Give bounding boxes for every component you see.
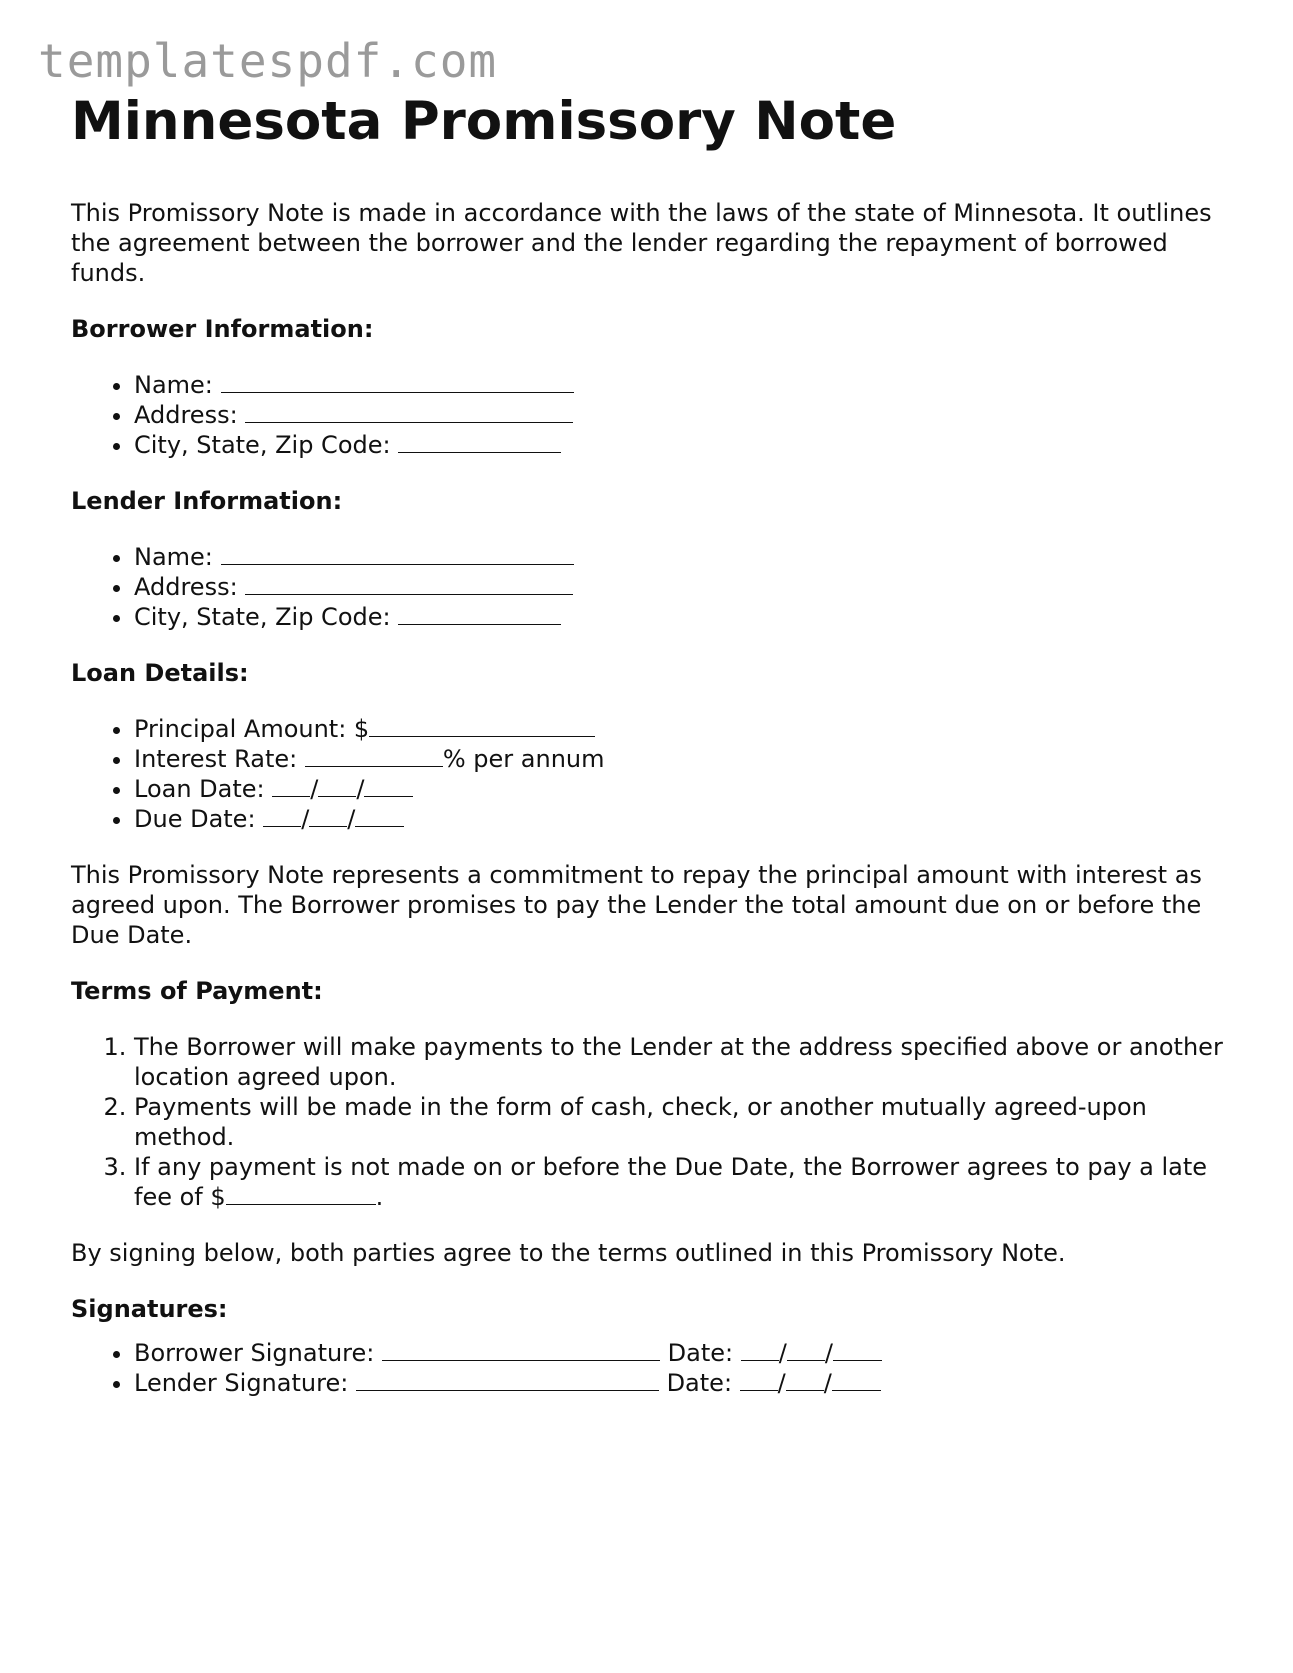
lender-signature-date-label: Date: [666,1369,733,1397]
borrower-signature-field[interactable] [382,1338,660,1361]
date-separator: / [824,1339,833,1367]
loan-date-month-field[interactable] [272,774,310,797]
terms-item-1: 1. The Borrower will make payments to the Lender at the address specified above or another location agreed upon. [134,1032,1231,1092]
intro-paragraph: This Promissory Note is made in accordance with the laws of the state of Minnesota. It outlines the agreement between the borrower and the lender regarding the repayment of borrowed funds. [71,199,1212,287]
commitment-paragraph: This Promissory Note represents a commitment to repay the principal amount with interest as agreed upon. The Borrower promises to pay the Lender the total amount due on or before the Due Date. [71,861,1202,949]
date-separator: / [347,805,356,833]
lender-name-item [134,542,1231,572]
document-page [71,88,1231,1398]
borrower-sign-month-field[interactable] [741,1338,779,1361]
lender-signature-item [134,1368,1231,1398]
due-date-label: Due Date: [134,805,256,833]
lender-info-list [71,542,1231,632]
due-date-item [134,804,1231,834]
document-title: Minnesota Promissory Note [71,91,897,152]
borrower-sign-year-field[interactable] [833,1338,882,1361]
interest-item [134,744,1231,774]
lender-city-field[interactable] [398,602,561,625]
borrower-info-list [71,370,1231,460]
lender-sign-year-field[interactable] [832,1368,881,1391]
borrower-signature-label: Borrower Signature: [134,1339,375,1367]
date-separator: / [310,775,319,803]
date-separator: / [301,805,310,833]
interest-field[interactable] [305,744,443,767]
watermark-text: templatespdf.com [38,34,498,88]
terms-item-3-text: If any payment is not made on or before the Due Date, the Borrower agrees to pay a late fee of $ [134,1153,1208,1211]
lender-signature-label: Lender Signature: [134,1369,349,1397]
due-date-day-field[interactable] [309,804,347,827]
loan-details-list [71,714,1231,834]
borrower-city-field[interactable] [398,430,561,453]
due-date-year-field[interactable] [355,804,404,827]
borrower-signature-item [134,1338,1231,1368]
borrower-heading: Borrower Information: [71,315,374,343]
borrower-name-field[interactable] [221,370,574,393]
loan-date-day-field[interactable] [318,774,356,797]
borrower-city-item [134,430,1231,460]
interest-suffix: % per annum [442,745,605,773]
lender-sign-month-field[interactable] [740,1368,778,1391]
principal-field[interactable] [369,714,595,737]
terms-item-3-suffix: . [375,1183,384,1211]
lender-name-label: Name: [134,543,213,571]
borrower-city-label: City, State, Zip Code: [134,431,391,459]
date-separator: / [823,1369,832,1397]
signatures-list [71,1338,1231,1398]
borrower-address-field[interactable] [245,400,573,423]
borrower-signature-date-label: Date: [667,1339,734,1367]
borrower-address-label: Address: [134,401,238,429]
terms-heading: Terms of Payment: [71,977,323,1005]
lender-name-field[interactable] [221,542,574,565]
loan-details-heading: Loan Details: [71,659,249,687]
due-date-month-field[interactable] [263,804,301,827]
lender-heading: Lender Information: [71,487,343,515]
terms-item-3 [134,1152,1231,1212]
principal-label: Principal Amount: $ [134,715,370,743]
terms-list [71,1032,1231,1212]
late-fee-field[interactable] [226,1182,376,1205]
agreement-paragraph: By signing below, both parties agree to the terms outlined in this Promissory Note. [71,1239,1066,1267]
borrower-name-label: Name: [134,371,213,399]
borrower-name-item [134,370,1231,400]
date-separator: / [778,1339,787,1367]
terms-item-2: 2. Payments will be made in the form of cash, check, or another mutually agreed-upon method. [134,1092,1231,1152]
lender-city-item [134,602,1231,632]
date-separator: / [777,1369,786,1397]
signatures-heading: Signatures: [71,1295,228,1323]
lender-signature-date-field[interactable] [740,1369,881,1397]
lender-sign-day-field[interactable] [786,1368,824,1391]
lender-signature-field[interactable] [356,1368,659,1391]
borrower-sign-day-field[interactable] [787,1338,825,1361]
borrower-signature-date-field[interactable] [741,1339,882,1367]
principal-item [134,714,1231,744]
lender-address-field[interactable] [245,572,573,595]
lender-city-label: City, State, Zip Code: [134,603,391,631]
loan-date-field[interactable] [272,775,413,803]
loan-date-item [134,774,1231,804]
interest-label: Interest Rate: [134,745,298,773]
lender-address-item [134,572,1231,602]
lender-address-label: Address: [134,573,238,601]
loan-date-year-field[interactable] [364,774,413,797]
due-date-field[interactable] [263,805,404,833]
borrower-address-item [134,400,1231,430]
date-separator: / [356,775,365,803]
loan-date-label: Loan Date: [134,775,265,803]
